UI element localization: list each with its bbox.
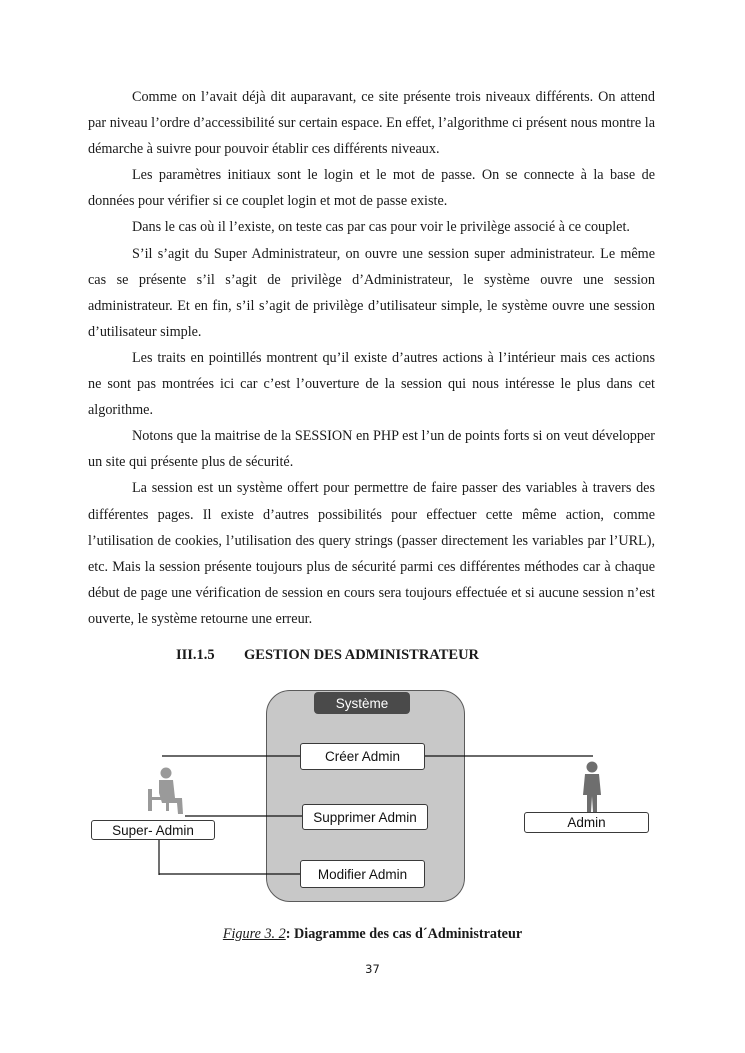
paragraph-2: Les paramètres initiaux sont le login et le mot de passe. On se connecte à la base de données pour vérifier si ce couplet login et mot de passe existe. [88,167,655,210]
paragraph-4: S’il s’agit du Super Administrateur, on ouvre une session super administrateur. Le même cas se présente s’il s’agit de privilège d’Administrateur, le système ouvre une session administrateur. Et en fin, s’il s’agit de privilège d’utilisateur simple, le système ouvre une session d’utilisateur simple. [88,245,655,340]
standing-person-icon [583,762,601,813]
figure-caption [0,926,745,943]
use-case-modifier-admin: Modifier Admin [300,860,425,888]
actor-super-admin: Super- Admin [91,820,215,840]
seated-person-icon [148,768,183,815]
caption-text: : Diagramme des cas d´Administrateur [285,926,523,942]
use-case-supprimer-admin: Supprimer Admin [302,804,428,830]
system-label: Système [314,692,410,714]
page-number: 37 [365,962,380,976]
paragraph-1: Comme on l’avait déjà dit auparavant, ce site présente trois niveaux différents. On attend par niveau l’ordre d’accessibilité sur certain espace. En effet, l’algorithme ci présent nous montre la démarche à suivre pour pouvoir établir ces différents niveaux. [88,89,655,158]
use-case-diagram [85,685,655,905]
use-case-creer-admin: Créer Admin [300,743,425,770]
section-number: III.1.5 [176,647,215,663]
actor-admin: Admin [524,812,649,833]
figure-reference[interactable]: Figure 3. 2 [222,926,286,942]
section-heading [176,647,479,664]
paragraph-5: Les traits en pointillés montrent qu’il existe d’autres actions à l’intérieur mais ces actions ne sont pas montrées ici car c’est l’ouverture de la session qui nous intéresse le plus dans cet algorithme. [88,349,655,419]
paragraph-7: La session est un système offert pour permettre de faire passer des variables à travers des différentes pages. Il existe d’autres possibilités pour effectuer cette même action, comme l’utilisation de cookies, l’utilisation des query strings (passer directement les variables par l’URL), etc. Mais la session présente toujours plus de sécurité parmi ces différentes méthodes car à chaque début de page une vérification de session en cours sera toujours effectuée et si aucune session n’est ouverte, le système retourne une erreur. [88,480,655,627]
paragraph-6: Notons que la maitrise de la SESSION en PHP est l’un de points forts si on veut développer un site qui présente plus de sécurité. [88,428,655,471]
body-text [88,84,655,632]
paragraph-3: Dans le cas où il l’existe, on teste cas par cas pour voir le privilège associé à ce couplet. [132,219,630,236]
section-title: GESTION DES ADMINISTRATEUR [244,647,480,663]
